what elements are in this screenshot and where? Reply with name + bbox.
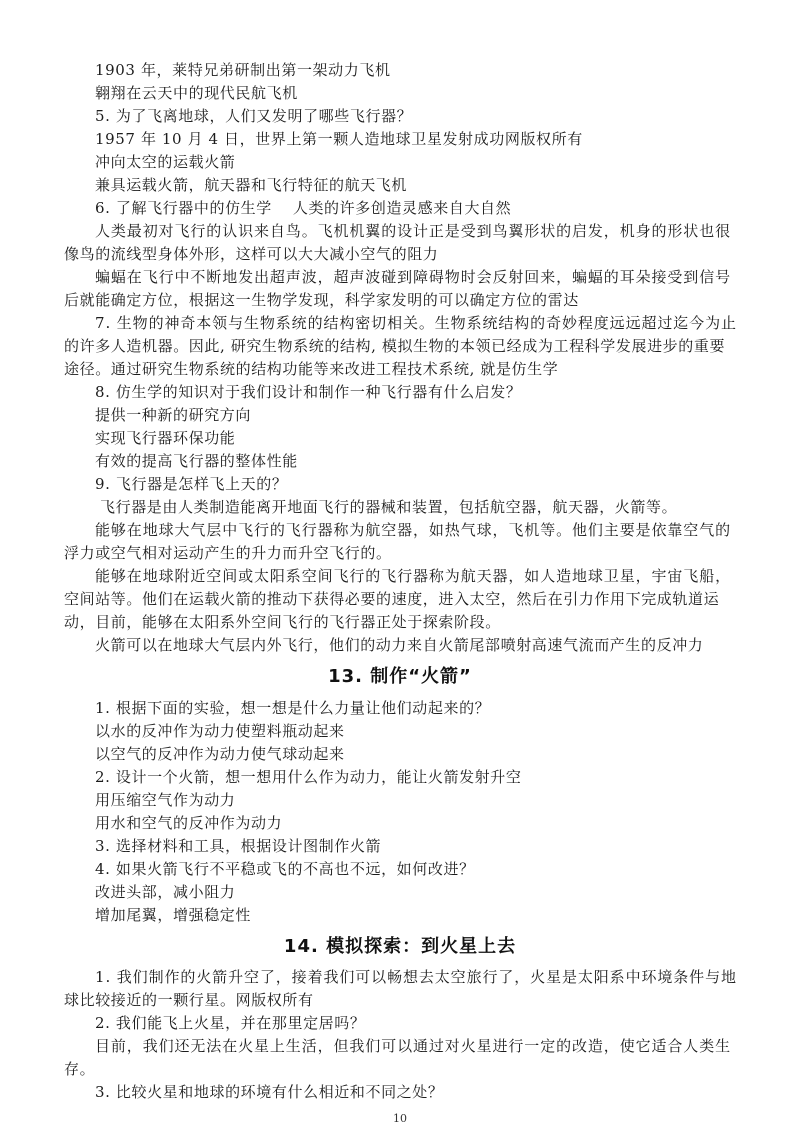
text-line: 用压缩空气作为动力	[95, 791, 236, 809]
text-line: 火箭可以在地球大气层内外飞行，他们的动力来自火箭尾部喷射高速气流而产生的反冲力	[95, 636, 704, 654]
text-line: 2. 设计一个火箭，想一想用什么作为动力，能让火箭发射升空	[95, 768, 522, 786]
text-line: 能够在地球附近空间或太阳系空间飞行的飞行器称为航天器，如人造地球卫星，宇宙飞船，	[95, 567, 732, 585]
text-line: 能够在地球大气层中飞行的飞行器称为航空器，如热气球，飞机等。他们主要是依靠空气的	[95, 521, 732, 539]
text-line: 以水的反冲作为动力使塑料瓶动起来	[95, 722, 345, 740]
text-line: 提供一种新的研究方向	[95, 406, 252, 424]
question-6: 6. 了解飞行器中的仿生学 人类的许多创造灵感来自大自然	[95, 199, 512, 217]
text-line: 冲向太空的运载火箭	[95, 153, 236, 171]
text-line: 2. 我们能飞上火星，并在那里定居吗？	[95, 1014, 366, 1032]
text-line: 浮力或空气相对运动产生的升力而升空飞行的。	[64, 544, 392, 562]
text-line: 1. 根据下面的实验，想一想是什么力量让他们动起来的？	[95, 699, 491, 717]
text-line: 1957 年 10 月 4 日，世界上第一颗人造地球卫星发射成功网版权所有	[95, 130, 583, 148]
text-line: 翱翔在云天中的现代民航飞机	[95, 84, 298, 102]
text-line: 实现飞行器环保功能	[95, 429, 236, 447]
text-line: 改进头部，减小阻力	[95, 883, 236, 901]
text-line: 空间站等。他们在运载火箭的推动下获得必要的速度，进入太空，然后在引力作用下完成轨道运	[64, 590, 720, 608]
text-line: 飞行器是由人类制造能离开地面飞行的器械和装置，包括航空器，航天器，火箭等。	[100, 498, 678, 516]
text-line: 兼具运载火箭，航天器和飞行特征的航天飞机	[95, 176, 408, 194]
text-line: 后就能确定方位，根据这一生物学发现，科学家发明的可以确定方位的雷达	[64, 291, 579, 309]
text-line: 的许多人造机器。因此, 研究生物系统的结构, 模拟生物的本领已经成为工程科学发展进步的重要	[64, 337, 726, 355]
text-line: 1. 我们制作的火箭升空了，接着我们可以畅想去太空旅行了，火星是太阳系中环境条件与地	[95, 968, 737, 986]
text-line: 人类最初对飞行的认识来自鸟。飞机机翼的设计正是受到鸟翼形状的启发，机身的形状也很	[95, 222, 732, 240]
text-line: 4. 如果火箭飞行不平稳或飞的不高也不远，如何改进？	[95, 860, 475, 878]
text-line: 有效的提高飞行器的整体性能	[95, 452, 298, 470]
section-14-title: 14. 模拟探索：到火星上去	[283, 936, 517, 957]
text-line: 以空气的反冲作为动力使气球动起来	[95, 745, 345, 763]
section-13-title: 13. 制作“火箭”	[328, 666, 472, 687]
text-line: 1903 年，莱特兄弟研制出第一架动力飞机	[95, 61, 391, 79]
question-9: 9. 飞行器是怎样飞上天的？	[95, 475, 288, 493]
text-line: 存。	[64, 1060, 96, 1078]
question-7: 7. 生物的神奇本领与生物系统的结构密切相关。生物系统结构的奇妙程度远远超过迄今为止	[95, 314, 737, 332]
text-line: 3. 比较火星和地球的环境有什么相近和不同之处？	[95, 1083, 444, 1101]
text-line: 途径。通过研究生物系统的结构功能等来改进工程技术系统, 就是仿生学	[64, 360, 559, 378]
text-line: 动，目前，能够在太阳系外空间飞行的飞行器正处于探索阶段。	[64, 613, 501, 631]
question-5: 5. 为了飞离地球，人们又发明了哪些飞行器？	[95, 107, 413, 125]
text-line: 用水和空气的反冲作为动力	[95, 814, 283, 832]
text-line: 3. 选择材料和工具，根据设计图制作火箭	[95, 837, 382, 855]
text-line: 目前，我们还无法在火星上生活，但我们可以通过对火星进行一定的改造，使它适合人类生	[95, 1037, 732, 1055]
text-line: 球比较接近的一颗行星。网版权所有	[64, 991, 314, 1009]
question-8: 8. 仿生学的知识对于我们设计和制作一种飞行器有什么启发？	[95, 383, 522, 401]
text-line: 增加尾翼，增强稳定性	[95, 906, 252, 924]
text-line: 像鸟的流线型身体外形，这样可以大大减小空气的阻力	[64, 245, 439, 263]
text-line: 蝙蝠在飞行中不断地发出超声波，超声波碰到障碍物时会反射回来，蝙蝠的耳朵接受到信号	[95, 268, 732, 286]
page-number: 10	[393, 1112, 407, 1125]
